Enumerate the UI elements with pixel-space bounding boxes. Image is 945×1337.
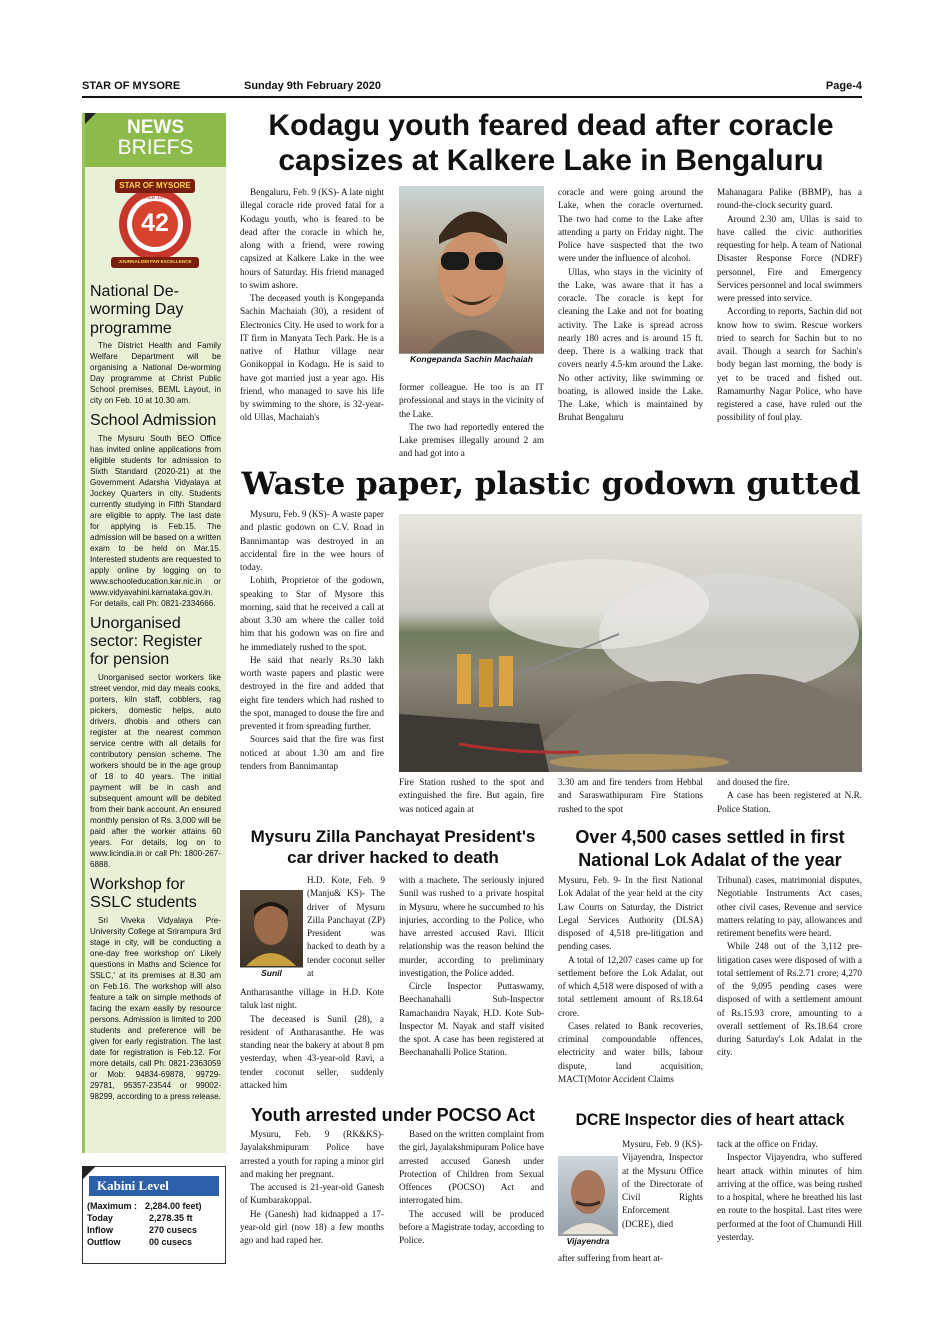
story5-column-2: Based on the written complaint from the girl, Jayalakshmipuram Police have arrested accused Ganesh under Protection of Children from Sexual Offences (POCSO) Act and interrogated him. The accused will be produced before a Magistrate today, according to Police.	[399, 1129, 544, 1245]
photo-caption: Kongepanda Sachin Machaiah	[399, 353, 544, 366]
portrait-icon	[399, 186, 544, 354]
story6-column-2: tack at the office on Friday. Inspector Vijayendra, who suffered heart attack within minutes of him arriving at the office, was being rushed to a hospital, where he breathed his last en route to the hospital. Last rites were performed at the foot of Chamundi Hill yesterday.	[717, 1139, 862, 1242]
sachin-photo	[399, 186, 544, 366]
story3-column-1-wrap: H.D. Kote, Feb. 9 (Manju& KS)- The driver of Mysuru Zilla Panchayat (ZP) President was hacked to death by a tender coconut seller at	[307, 875, 385, 978]
vijayendra-photo	[558, 1156, 618, 1248]
kabini-table	[87, 1200, 202, 1248]
story6-column-1: after suffering from heart at-	[558, 1253, 663, 1263]
brief-title: National De-worming Day programme	[90, 283, 184, 337]
story3-column-1: Antharasanthe village in H.D. Kote taluk last night. The deceased is Sunil (28), a resident of Antharasanthe. He was standing near the bakery at about 8 pm yesterday, when 43-year-old Ravi, a tender coconut seller, suddenly attacked him	[240, 987, 384, 1090]
brief-body: Sri Viveka Vidyalaya Pre-University College at Srirampura 3rd stage in city, will be conducting a one-day free workshop on' Likely questions in Maths and Science for SSLC,' at its premises at 8.30 am on Feb.16. The workshop will also feature a talk on simple methods of facing the exam easily by resource persons. Admission is limited to 200 students and preference will be given for early registration. The last date for registration is Feb.12. For more details, call Ph: 0821-2363059 or Mob: 94834-69878, 99729-29781, 95357-23544 or 99002-98299, according to a press release.	[90, 915, 221, 1101]
brief-title: School Admission	[90, 412, 217, 430]
photo-caption: Sunil	[240, 967, 303, 980]
story1-column-2: former colleague. He too is an IT professional and stays in the vicinity of the Lake. The two had reportedly entered the Lake premises illegally around 2 am and had got into a	[399, 382, 544, 459]
photo-caption: Vijayendra	[558, 1235, 618, 1248]
fire-photo	[399, 514, 862, 772]
table-row: Outflow 00 cusecs	[87, 1237, 193, 1247]
corner-triangle	[82, 1166, 96, 1180]
paper-name: STAR OF MYSORE	[82, 80, 181, 92]
story3-column-2: with a machete. The seriously injured Sunil was rushed to a private hospital in Mysuru, where he succumbed to his injuries, according to the Police, who have arrested accused Ravi. Illicit relationship was the reason behind the murder, according to preliminary investigation, the Police added. Circle Inspector Puttaswamy, Beechanahalli Sub-Inspector Ramachandra Nayak, H.D. Kote Sub-Inspector M. Nayak and staff visited the spot. A case has been registered at Beechanahalli Police Station.	[399, 875, 544, 1058]
anniversary-logo	[85, 167, 226, 277]
brief-body: Unorganised sector workers like street vendor, mid day meals cooks, porters, kiln staff, cobblers, rag pickers, domestic helps, auto drivers, dhobis and others can register at the nearest common service centre with all details for contributory pension scheme. The workers should be in the age group of 18 to 40 years. The initial payment will be in cash and subsequent amount will be debited from their bank account. An ensured monthly pension of Rs. 3,000 will be paid after the worker attains 60 years. For details, log on to www.licindia.in or call Ph: 1800-267-6888.	[90, 672, 221, 869]
logo-top-text: STAR OF MYSORE	[119, 181, 191, 190]
news-briefs-banner	[85, 113, 226, 167]
story1-column-4: Mahanagara Palike (BBMP), has a round-the-clock security guard. Around 2.30 am, Ullas is said to have called the civic authorities requesting for help. A team of National Disaster Response Force (NDRF) personnel, Fire and Emergency Services personnel and local swimmers were pressed into service. According to reports, Sachin did not know how to swim. Rescue workers tried to search for Sachin but to no avail. Though a search for Sachin's body began last morning, the body is yet to be traced and fished out. Ramamurthy Nagar Police, who have registered a case, have ruled out the possibility of foul play.	[717, 187, 862, 423]
corner-triangle	[82, 113, 98, 127]
story5-column-1: Mysuru, Feb. 9 (RK&KS)- Jayalakshmipuram Police have arrested a youth for raping a minor girl and making her pregnant. The accused is 21-year-old Ganesh of Kumbarakoppal. He (Ganesh) had kidnapped a 17-year-old girl (now 18) a few months ago and had raped her.	[240, 1129, 384, 1245]
logo-since-text: Since 1978	[139, 195, 171, 201]
portrait-icon	[558, 1156, 618, 1234]
brief-item	[85, 412, 226, 608]
story6-headline: DCRE Inspector dies of heart attack	[575, 1110, 845, 1129]
story1-column-3: coracle and were going around the Lake, when the coracle overturned. The two had come to the Lake after attending a party on Friday night. The Police have suspected that the two were under the influence of alcohol. Ullas, who stays in the vicinity of the Lake, was aware that it has a coracle. The coracle is kept for cleaning the Lake and not for boating activity. The Lake is spread across nearly 180 acres and is around 15 ft. deep. There is a walking track that covers nearly 4.5-km around the Lake. No other activity, like swimming or boating, is allowed inside the Lake. The Lake, which is maintained by Bruhat Bengaluru	[558, 187, 703, 423]
brief-item	[85, 615, 226, 870]
brief-title: Workshop for SSLC students	[90, 875, 197, 912]
table-row: Today 2,278.35 ft	[87, 1213, 193, 1223]
portrait-icon	[240, 890, 303, 966]
story4-headline: Over 4,500 cases settled in first National Lok Adalat of the year	[575, 827, 845, 870]
story2-column-3: 3.30 am and fire tenders from Hebbal and Saraswathipuram Fire Stations rushed to the spot	[558, 777, 703, 814]
brief-body: The Mysuru South BEO Office has invited online applications from eligible students for admission to Sixth Standard (2020-21) at the Government Adarsha Vidyalaya at Jockey Quarters in city. Students currently studying in Fifth Standard are eligible to apply. The last date for applying is Feb.15. The admission will be based on a written exam to be held on Mar.15. Interested students are requested to apply online by logging on to www.schooleducation.kar.nic.in or www.vidyavahini.karnataka.gov.in. For details, call Ph: 0821-2334666.	[90, 433, 221, 608]
logo-number: 42	[141, 209, 169, 237]
issue-date: Sunday 9th February 2020	[244, 80, 381, 92]
story3-headline: Mysuru Zilla Panchayat President's car driver hacked to death	[250, 827, 536, 868]
story2-column-2: Fire Station rushed to the spot and extinguished the fire. But again, fire was noticed again at	[399, 777, 544, 814]
table-row: Inflow 270 cusecs	[87, 1225, 198, 1235]
story5-headline: Youth arrested under POCSO Act	[250, 1105, 536, 1125]
sunil-photo	[240, 890, 303, 980]
story4-column-2: Tribunal) cases, matrimonial disputes, Negotiable Instruments Act cases, other civil cases, Revenue and service matters relating to pay, allowances and retirement benefits were heard. While 248 out of the 3,112 pre-litigation cases were disposed of with a total settlement of Rs.2.71 crore; 4,270 of the 9,095 pending cases were disposed of with a settlement amount of Rs.15.93 crore, amounting to a overall settlement of Rs.18.64 crore during Saturday's Lok Adalat in the city.	[717, 875, 862, 1058]
news-briefs-sidebar	[82, 113, 226, 1153]
logo-bottom-text: JOURNALISM PAR EXCELLENCE	[118, 259, 192, 264]
story6-dateline: Mysuru, Feb. 9 (KS)- Vijayendra, Inspector at the Mysuru Office of the Directorate of Civil Rights Enforcement (DCRE), died	[622, 1139, 703, 1229]
story4-column-1: Mysuru, Feb. 9- In the first National Lok Adalat of the year held at the city Law Courts on Saturday, the District Legal Services Authority (DLSA) disposed of 4,518 pre-litigation and pending cases. A total of 12,207 cases came up for settlement before the Lok Adalat, out of which 4,518 were disposed of with a total settlement amount of Rs.18.64 crore. Cases related to Bank recoveries, criminal compoundable offences, electricity and water bills, labour dispute, land acquisition, MACT(Motor Accident Claims	[558, 875, 703, 1084]
kabini-level-box	[82, 1166, 226, 1264]
masthead-rule	[82, 96, 862, 98]
story2-headline: Waste paper, plastic godown gutted	[241, 466, 861, 502]
story1-column-1: Bengaluru, Feb. 9 (KS)- A late night illegal coracle ride proved fatal for a Kodagu youth, who is feared to be dead after the coracle in which he, along with a friend, were rowing capsized at Kalkere Lake in the wee hours of Saturday. His friend managed to swim ashore. The deceased youth is Kongepanda Sachin Machaiah (30), a resident of Electronics City. He used to work for a IT firm in Manyata Tech Park. He is a native of Hathur village near Gonikoppal in Kodagu. He is said to have got married just a year ago. His friend, who managed to save his life by swimming to the shore, is 32-year-old Ullas, Machaiah's	[240, 187, 384, 423]
kabini-title: Kabini Level	[89, 1176, 219, 1196]
story2-column-1: Mysuru, Feb. 9 (KS)- A waste paper and plastic godown on C.V. Road in Bannimantap was destroyed in an accidental fire in the wee hours of today. Lohith, Proprietor of the godown, speaking to Star of Mysore this morning, said that he received a call at about 3.30 am where the caller told him that his godown was on fire and he immediately rushed to the spot. He said that nearly Rs.30 lakh worth waste papers and plastic were destroyed in the fire and added that eight fire tenders which had rushed to the spot, managed to douse the fire and prevented it from spreading further. Sources said that the fire was first noticed at about 1.30 am and fire tenders from Bannimantap	[240, 509, 384, 771]
story1-headline: Kodagu youth feared dead after coracle capsizes at Kalkere Lake in Bengaluru	[268, 109, 834, 177]
banner-news: NEWS	[127, 117, 184, 138]
table-row: (Maximum : 2,284.00 feet)	[87, 1201, 202, 1211]
brief-title: Unorganised sector: Register for pension	[90, 614, 203, 669]
brief-item	[85, 283, 226, 406]
brief-body: The District Health and Family Welfare Department will be organising a National De-worming Day programme at Christ Public School premises, BEML Layout, in city on Feb. 10 at 10.30 am.	[90, 341, 221, 406]
story2-column-4: and doused the fire. A case has been registered at N.R. Police Station.	[717, 777, 862, 814]
banner-briefs: BRIEFS	[117, 136, 194, 159]
brief-item	[85, 876, 226, 1102]
fire-scene-icon	[399, 514, 862, 772]
page-number: Page-4	[825, 80, 862, 92]
